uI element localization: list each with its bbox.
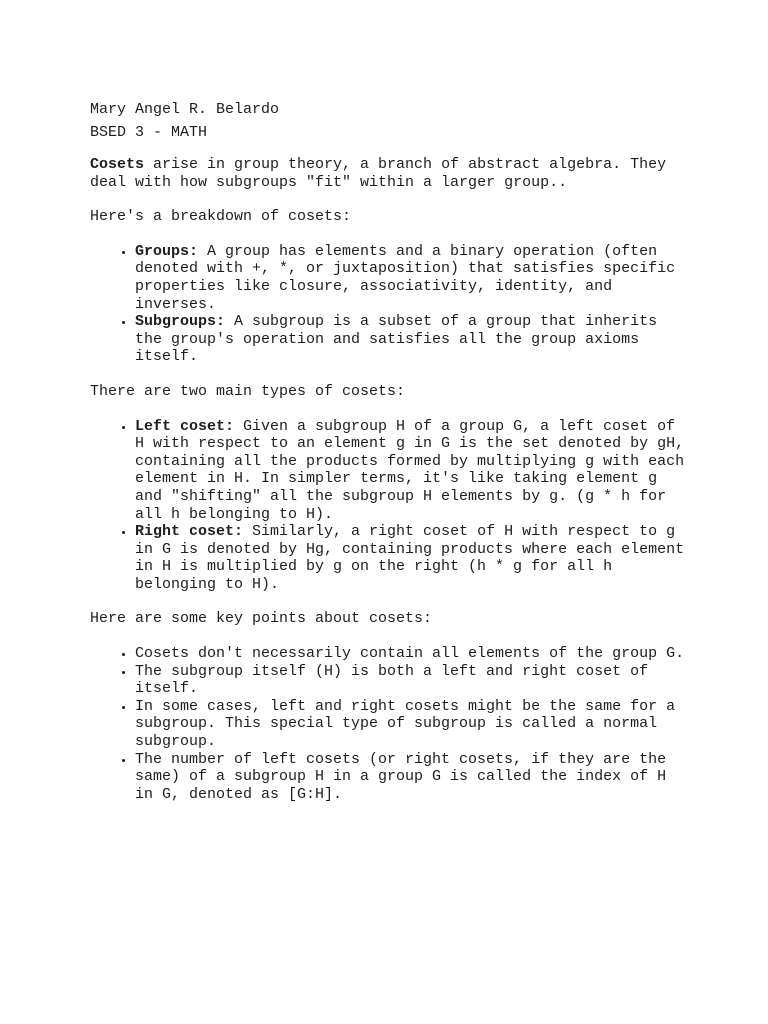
- intro-term: Cosets: [90, 156, 145, 173]
- list-item: [135, 313, 690, 366]
- list-item: [135, 523, 690, 593]
- intro-paragraph: [90, 156, 690, 191]
- document-body: [90, 98, 690, 803]
- breakdown-list: [90, 243, 690, 366]
- list-item-text: Given a subgroup H of a group G, a left coset of H with respect to an element g in G is the set denoted by gH, containing all the products formed by multiplying g with each element in H. In simpler terms, it's like taking element g and "shifting" all the subgroup H elements by g. (g * h for all h belonging to H).: [135, 417, 685, 523]
- author-course: BSED 3 - MATH: [90, 124, 208, 141]
- list-item-term: Subgroups:: [135, 313, 226, 331]
- list-item: • The subgroup itself (H) is both a left and right coset of itself.: [135, 663, 690, 698]
- author-name: Mary Angel R. Belardo: [90, 101, 280, 118]
- list-item: • Cosets don't necessarily contain all elements of the group G.: [135, 645, 690, 663]
- list-item: [135, 418, 690, 524]
- intro-text: arise in group theory, a branch of abstract algebra. They deal with how subgroups "fit" within a larger group..: [90, 156, 667, 191]
- list-item-term: Right coset:: [135, 523, 244, 541]
- keypoints-heading: Here are some key points about cosets:: [90, 610, 433, 628]
- list-item: • The number of left cosets (or right cosets, if they are the same) of a subgroup H in a group G is called the index of H in G, denoted as [G:H].: [135, 751, 690, 804]
- list-item-text: Similarly, a right coset of H with respect to g in G is denoted by Hg, containing products where each element in H is multiplied by g on the right (h * g for all h belonging to H).: [135, 523, 685, 593]
- list-item-term: Left coset:: [135, 417, 235, 435]
- list-item: [135, 243, 690, 313]
- list-item-text: A group has elements and a binary operation (often denoted with +, *, or juxtaposition) that satisfies specific properties like closure, associativity, identity, and inverses.: [135, 242, 676, 313]
- keypoints-list: [90, 645, 690, 803]
- list-item: • In some cases, left and right cosets might be the same for a subgroup. This special type of subgroup is called a normal subgroup.: [135, 698, 690, 751]
- types-list: [90, 418, 690, 594]
- breakdown-heading: Here's a breakdown of cosets:: [90, 208, 352, 226]
- types-heading: There are two main types of cosets:: [90, 382, 406, 400]
- list-item-text: A subgroup is a subset of a group that inherits the group's operation and satisfies all the group axioms itself.: [135, 313, 658, 366]
- list-item-term: Groups:: [135, 242, 199, 260]
